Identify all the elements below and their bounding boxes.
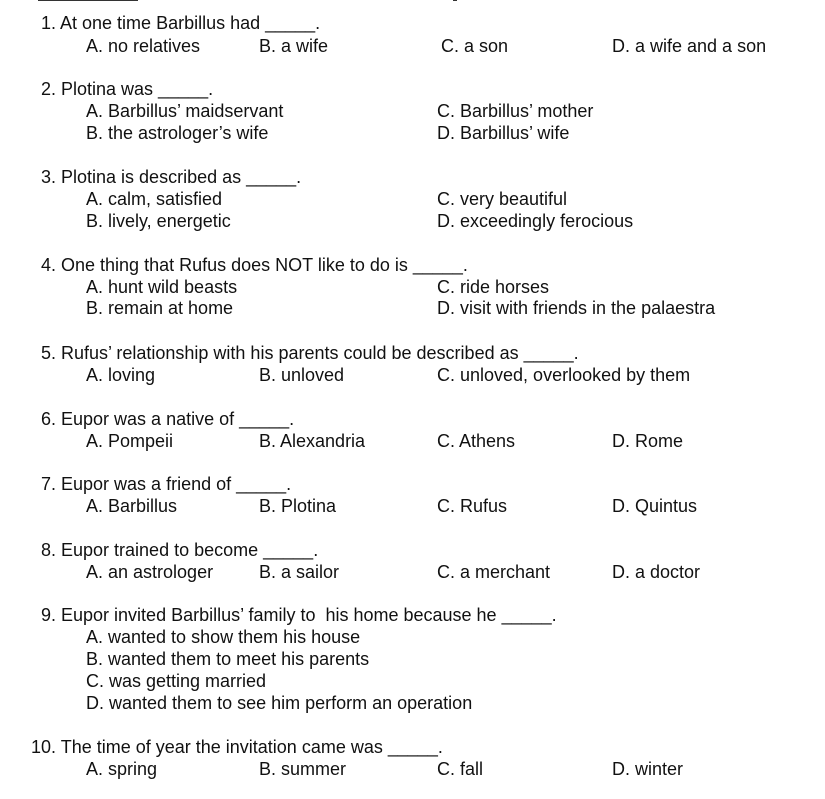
q6-option-a: A. Pompeii: [86, 431, 174, 451]
q5-option-a: A. loving: [86, 365, 156, 385]
question-7: 7. Eupor was a friend of _____.: [41, 474, 292, 494]
q1-option-b: B. a wife: [259, 36, 329, 56]
q4-option-d: D. visit with friends in the palaestra: [437, 298, 716, 318]
q8-option-b: B. a sailor: [259, 562, 340, 582]
q10-option-d: D. winter: [612, 759, 684, 779]
q4-option-b: B. remain at home: [86, 298, 234, 318]
question-10: 10. The time of year the invitation came was _____.: [31, 737, 443, 757]
question-1: 1. At one time Barbillus had _____.: [41, 13, 321, 33]
question-6: 6. Eupor was a native of _____.: [41, 409, 295, 429]
q8-option-d: D. a doctor: [612, 562, 701, 582]
q10-option-a: A. spring: [86, 759, 158, 779]
q3-option-c: C. very beautiful: [437, 189, 568, 209]
q6-option-d: D. Rome: [612, 431, 684, 451]
q10-option-c: C. fall: [437, 759, 484, 779]
question-4: 4. One thing that Rufus does NOT like to do is _____.: [41, 255, 468, 275]
question-9: 9. Eupor invited Barbillus’ family to his home because he _____.: [41, 605, 557, 625]
q3-option-d: D. exceedingly ferocious: [437, 211, 634, 231]
q6-option-c: C. Athens: [437, 431, 516, 451]
question-8: 8. Eupor trained to become _____.: [41, 540, 319, 560]
q2-option-a: A. Barbillus’ maidservant: [86, 101, 284, 121]
q9-option-b: B. wanted them to meet his parents: [86, 649, 370, 669]
q8-option-c: C. a merchant: [437, 562, 551, 582]
q4-option-a: A. hunt wild beasts: [86, 277, 238, 297]
q2-option-d: D. Barbillus’ wife: [437, 123, 570, 143]
q2-option-c: C. Barbillus’ mother: [437, 101, 594, 121]
q9-option-a: A. wanted to show them his house: [86, 627, 361, 647]
q2-option-b: B. the astrologer’s wife: [86, 123, 269, 143]
q4-option-c: C. ride horses: [437, 277, 550, 297]
q3-option-b: B. lively, energetic: [86, 211, 231, 231]
question-2: 2. Plotina was _____.: [41, 79, 214, 99]
question-3: 3. Plotina is described as _____.: [41, 167, 302, 187]
q7-option-a: A. Barbillus: [86, 496, 178, 516]
q1-option-d: D. a wife and a son: [612, 36, 767, 56]
q10-option-b: B. summer: [259, 759, 347, 779]
question-5: 5. Rufus’ relationship with his parents could be described as _____.: [41, 343, 579, 363]
q9-option-c: C. was getting married: [86, 671, 267, 691]
q1-option-c: C. a son: [441, 36, 509, 56]
q8-option-a: A. an astrologer: [86, 562, 214, 582]
q1-option-a: A. no relatives: [86, 36, 201, 56]
q5-option-c: C. unloved, overlooked by them: [437, 365, 691, 385]
q7-option-d: D. Quintus: [612, 496, 698, 516]
q6-option-b: B. Alexandria: [259, 431, 366, 451]
q5-option-b: B. unloved: [259, 365, 345, 385]
q7-option-c: C. Rufus: [437, 496, 508, 516]
q3-option-a: A. calm, satisfied: [86, 189, 223, 209]
top-rule-right: [453, 0, 457, 1]
top-rule-left: [38, 0, 138, 1]
q7-option-b: B. Plotina: [259, 496, 337, 516]
q9-option-d: D. wanted them to see him perform an operation: [86, 693, 473, 713]
